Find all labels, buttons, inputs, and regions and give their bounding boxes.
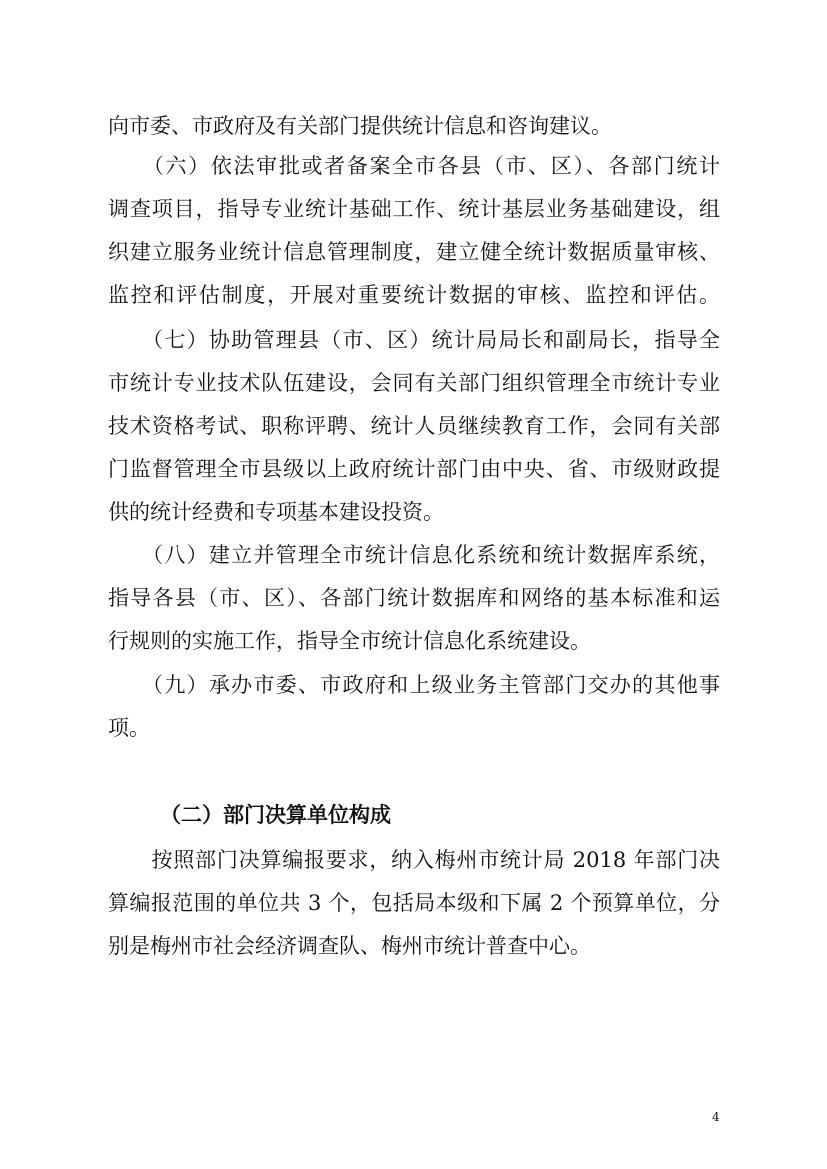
text-line: （八）建立并管理全市统计信息化系统和统计数据库系统，	[108, 543, 720, 567]
text-line: 别是梅州市社会经济调查队、梅州市统计普查中心。	[108, 934, 591, 958]
text-line: （六）依法审批或者备案全市各县（市、区）、各部门统计	[108, 154, 720, 178]
section-heading: （二）部门决算单位构成	[160, 803, 391, 827]
text-line: 市统计专业技术队伍建设，会同有关部门组织管理全市统计专业	[108, 371, 720, 395]
text-line: （七）协助管理县（市、区）统计局局长和副局长，指导全	[108, 328, 720, 352]
text-line: 算编报范围的单位共 3 个，包括局本级和下属 2 个预算单位，分	[108, 891, 720, 915]
text-line: 行规则的实施工作，指导全市统计信息化系统建设。	[108, 629, 591, 653]
text-line: 调查项目，指导专业统计基础工作、统计基层业务基础建设，组	[108, 197, 720, 221]
text-line: 门监督管理全市县级以上政府统计部门由中央、省、市级财政提	[108, 457, 720, 481]
text-line: （九）承办市委、市政府和上级业务主管部门交办的其他事	[108, 673, 720, 697]
text-line: 技术资格考试、职称评聘、统计人员继续教育工作，会同有关部	[108, 414, 720, 438]
text-line: 供的统计经费和专项基本建设投资。	[108, 500, 444, 524]
text-line: 按照部门决算编报要求，纳入梅州市统计局 2018 年部门决	[108, 848, 720, 872]
text-line: 监控和评估制度，开展对重要统计数据的审核、监控和评估。	[108, 283, 720, 307]
text-line: 指导各县（市、区）、各部门统计数据库和网络的基本标准和运	[108, 586, 720, 610]
text-line: 向市委、市政府及有关部门提供统计信息和咨询建议。	[108, 114, 612, 138]
page-number: 4	[712, 1110, 720, 1124]
text-line: 织建立服务业统计信息管理制度，建立健全统计数据质量审核、	[108, 240, 720, 264]
text-line: 项。	[108, 716, 150, 740]
